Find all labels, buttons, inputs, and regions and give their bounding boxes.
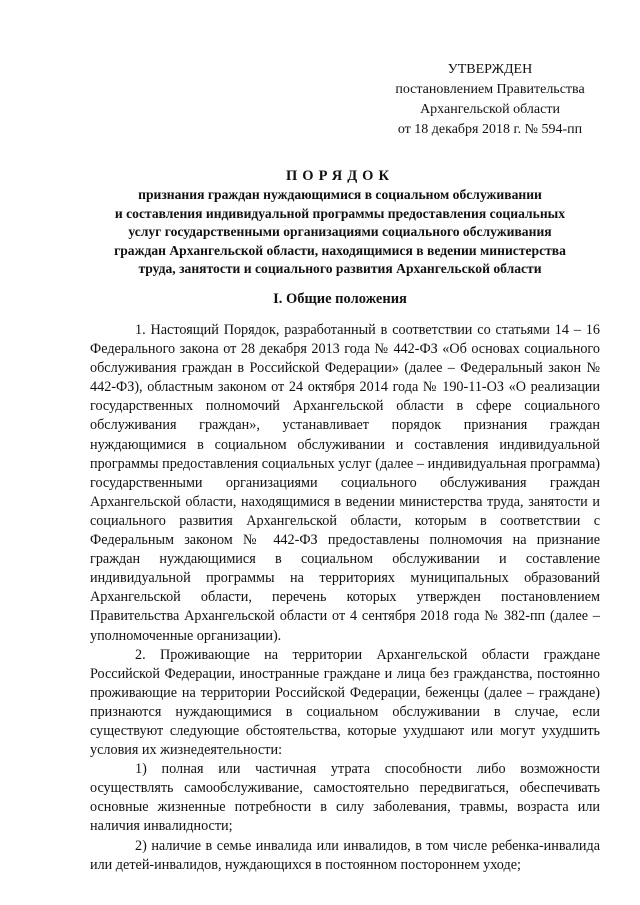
- subtitle-line: и составления индивидуальной программы предоставления социальных: [114, 205, 566, 221]
- paragraph: 2) наличие в семье инвалида или инвалидов, в том числе ребенка-инвалида или детей-инвалидов, нуждающихся в постоянном постороннем уходе;: [90, 837, 600, 873]
- subtitle-line: граждан Архангельской области, находящимися в ведении министерства: [114, 242, 566, 258]
- paragraph: 1. Настоящий Порядок, разработанный в соответствии со статьями 14 – 16 Федерального закона от 28 декабря 2013 года № 442-ФЗ «Об основах социального обслуживания граждан в Российской Федерации» (далее – Федеральный закон № 442-ФЗ), областным законом от 24 октября 2014 года № 190-11-ОЗ «О реализации государственных полномочий Архангельской области в сфере социального обслуживания граждан», устанавливает порядок признания граждан нуждающимися в социальном обслуживании и составления индивидуальной программы предоставления социальных услуг (далее – индивидуальная программа) государственными организациями социального обслуживания граждан Архангельской области, находящимися в ведении министерства труда, занятости и социального развития Архангельской области, которым в соответствии с Федеральным законом № 442-ФЗ предоставлены полномочия на признание граждан нуждающимися в социальном обслуживании и составление индивидуальной программы на территориях муниципальных образований Архангельской области, перечень которых утвержден постановлением Правительства Архангельской области от 4 сентября 2018 года № 382-пп (далее – уполномоченные организации).: [90, 322, 600, 644]
- title-main: ПОРЯДОК: [286, 168, 394, 184]
- paragraph: 1) полная или частичная утрата способности либо возможности осуществлять самообслуживание, самостоятельно передвигаться, обеспечивать основные жизненные потребности в силу заболевания, травмы, возраста или наличия инвалидности;: [90, 761, 600, 835]
- subtitle-line: труда, занятости и социального развития Архангельской области: [138, 261, 542, 277]
- subtitle-line: услуг государственными организациями социального обслуживания: [128, 224, 552, 240]
- approval-label: УТВЕРЖДЕН: [447, 62, 533, 77]
- document-title: [80, 166, 600, 279]
- subtitle-line: признания граждан нуждающимися в социальном обслуживании: [138, 187, 542, 202]
- approval-region: Архангельской области: [420, 102, 560, 117]
- document-body: [90, 321, 600, 875]
- paragraph: 2. Проживающие на территории Архангельской области граждане Российской Федерации, иностранные граждане и лица без гражданства, постоянно проживающие на территории Российской Федерации, беженцы (далее – граждане) признаются нуждающимися в социальном обслуживании в случае, если существуют следующие обстоятельства, которые ухудшают или могут ухудшить условия их жизнедеятельности:: [90, 646, 600, 759]
- approval-date-number: от 18 декабря 2018 г. № 594-пп: [397, 122, 583, 137]
- section-heading: I. Общие положения: [273, 291, 407, 307]
- approval-stamp: [380, 60, 600, 140]
- document-subtitle: [80, 186, 600, 279]
- approval-authority: постановлением Правительства: [395, 82, 585, 97]
